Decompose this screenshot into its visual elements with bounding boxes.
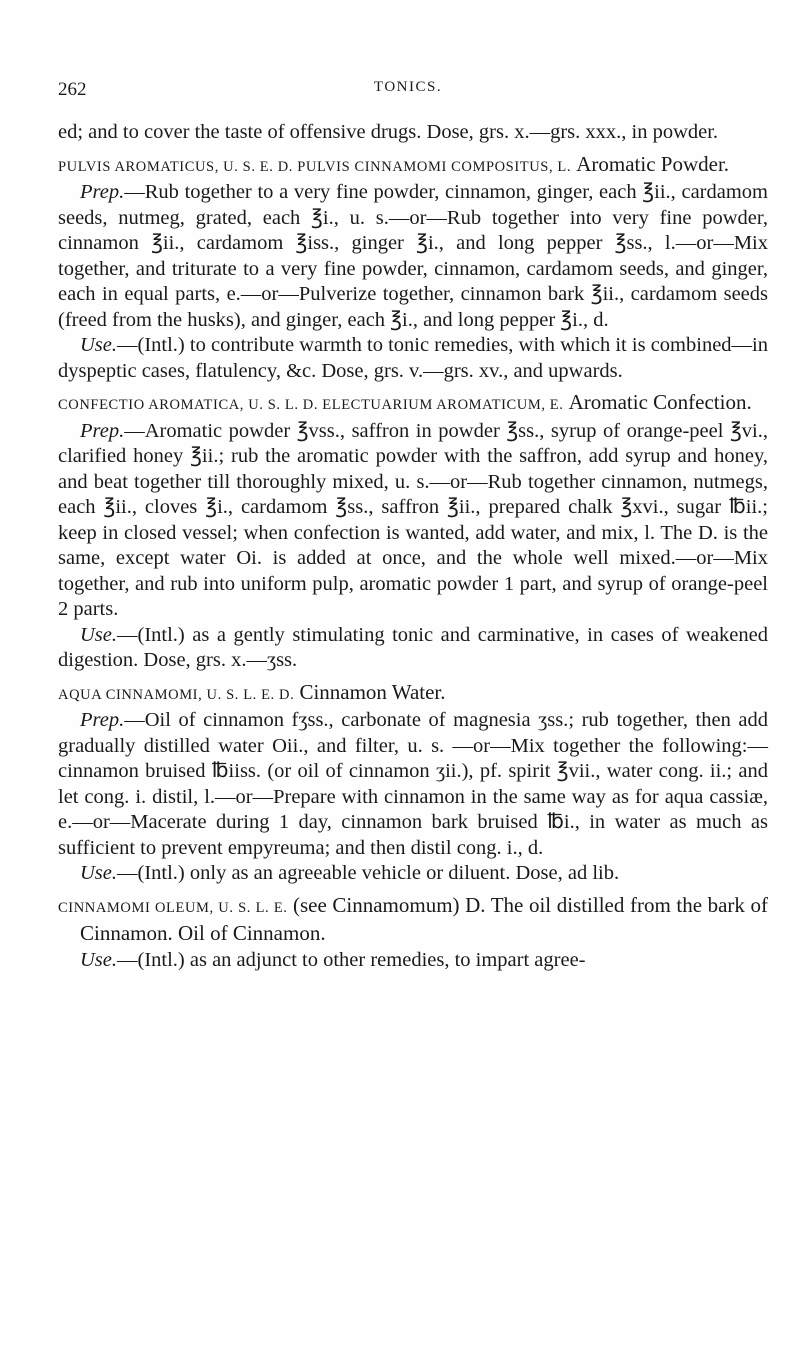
continuation-paragraph: ed; and to cover the taste of offensive drugs. Dose, grs. x.—grs. xxx., in powder. (58, 121, 719, 143)
entry-heading-oil-of-cinnamon (58, 893, 768, 948)
latin-name: CONFECTIO AROMATICA, U. S. L. D. ELECTUARIUM AROMATICUM, E. (58, 397, 564, 413)
prep-paragraph (58, 708, 768, 861)
prep-paragraph (58, 419, 768, 623)
use-text: —(Intl.) only as an agreeable vehicle or diluent. Dose, ad lib. (117, 862, 620, 884)
entry-heading-aromatic-powder (58, 152, 768, 181)
use-paragraph (58, 333, 768, 384)
prep-label: Prep. (80, 709, 125, 731)
use-text: —(Intl.) as an adjunct to other remedies, to impart agree- (117, 948, 586, 971)
latin-name: PULVIS AROMATICUS, U. S. E. D. PULVIS CINNAMOMI COMPOSITUS, L. (58, 158, 572, 175)
prep-label: Prep. (80, 419, 125, 442)
prep-text: —Rub together to a very fine powder, cinnamon, ginger, each ℥ii., cardamom seeds, nutmeg, grated, each ℥i., u. s.—or—Rub together into very fine powder, cinnamon ℥ii., cardamom ℥iss., ginger ℥i., and long pepper ℥ss., l.—or—Mix together, and triturate to a very fine powder, cinnamon, cardamom seeds, and ginger, each in equal parts, e.—or—Pulverize together, cinnamon bark ℥ii., cardamom seeds (freed from the husks), and ginger, each ℥i., and long pepper ℥i., d. (58, 181, 768, 331)
use-label: Use. (80, 948, 118, 971)
use-paragraph (58, 948, 768, 974)
running-title: TONICS. (373, 79, 443, 95)
page-number: 262 (58, 79, 87, 100)
english-name: Aromatic Powder. (576, 151, 730, 176)
page-body (58, 120, 768, 973)
use-text: —(Intl.) to contribute warmth to tonic remedies, with which it is combined—in dyspeptic cases, flatulency, &c. Dose, grs. v.—grs. xv., and upwards. (58, 334, 768, 382)
use-text: —(Intl.) as a gently stimulating tonic and carminative, in cases of weakened digestion. Dose, grs. x.—ʒss. (58, 623, 768, 671)
prep-text: —Aromatic powder ℥vss., saffron in powder ℥ss., syrup of orange-peel ℥vi., clarified honey ℥ii.; rub the aromatic powder with the saffron, add syrup and honey, and beat together till thoroughly mixed, u. s.—or—Rub together cinnamon, nutmegs, each ℥ii., cloves ℥i., cardamom ℥ss., saffron ℥ii., prepared chalk ℥xvi., sugar ℔ii.; keep in closed vessel; when confection is wanted, add water, and mix, l. The D. is the same, except water Oi. is added at once, and the whole well mixed.—or—Mix together, and rub into uniform pulp, aromatic powder 1 part, and syrup of orange-peel 2 parts. (58, 419, 768, 620)
english-name: Aromatic Confection. (568, 390, 752, 414)
entry-heading-aromatic-confection (58, 390, 768, 419)
entry-heading-cinnamon-water (58, 680, 768, 709)
prep-label: Prep. (80, 181, 125, 203)
use-label: Use. (80, 334, 118, 356)
use-paragraph (58, 861, 768, 887)
latin-name: AQUA CINNAMOMI, U. S. L. E. D. (58, 686, 295, 703)
english-name: Cinnamon Water. (299, 679, 446, 704)
use-label: Use. (80, 862, 118, 884)
use-label: Use. (80, 623, 118, 646)
english-name: (see Cinnamomum) D. The oil distilled from the bark of Cinnamon. Oil of Cinnamon. (80, 892, 768, 945)
prep-text: —Oil of cinnamon fʒss., carbonate of magnesia ʒss.; rub together, then add gradually distilled water Oii., and filter, u. s. —or—Mix together the following:—cinnamon bruised ℔iiss. (or oil of cinnamon ʒii.), pf. spirit ℥vii., water cong. ii.; and let cong. i. distil, l.—or—Prepare with cinnamon in the same way as for aqua cassiæ, e.—or—Macerate during 1 day, cinnamon bark bruised ℔i., in water as much as sufficient to prevent empyreuma; and then distil cong. i., d. (58, 709, 768, 859)
use-paragraph (58, 623, 768, 674)
prep-paragraph (58, 180, 768, 333)
latin-name: CINNAMOMI OLEUM, U. S. L. E. (58, 899, 288, 916)
running-header (58, 79, 758, 103)
